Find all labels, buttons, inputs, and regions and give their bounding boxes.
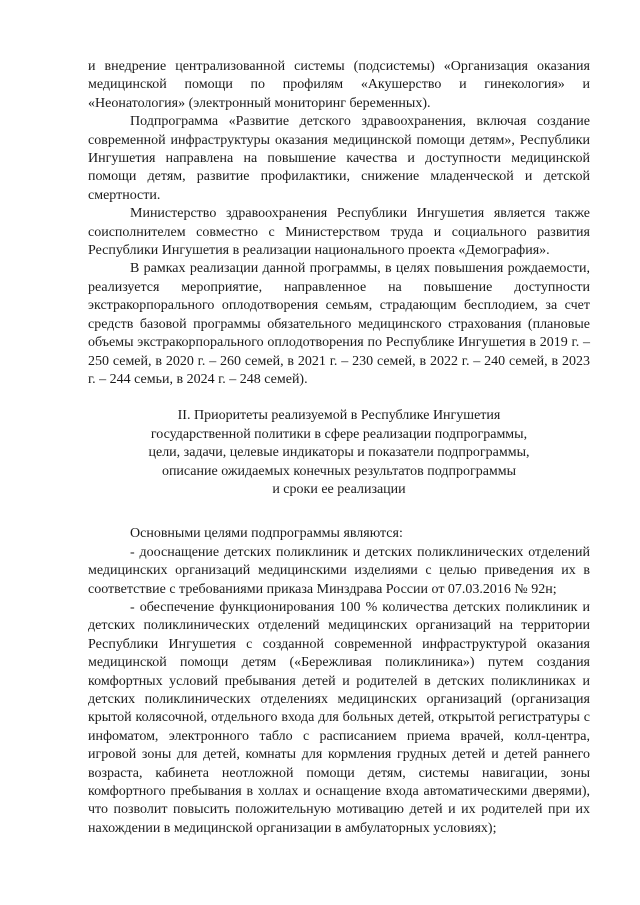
paragraph-ministry: Министерство здравоохранения Республики Ингушетия является также соисполнителем совместно с Министерством труда и социального развития Республики Ингушетия в реализации национального проекта «Демография». bbox=[88, 206, 590, 259]
heading-line: и сроки ее реализации bbox=[272, 481, 406, 497]
paragraph-subprogram: Подпрограмма «Развитие детского здравоохранения, включая создание современной инфраструктуры оказания медицинской помощи детям», Республики Ингушетия направлена на повышение качества и доступности медицинской помощи детям, развитие профилактики, снижение младенческой и детской смертности. bbox=[88, 114, 590, 203]
section-heading bbox=[88, 407, 590, 499]
heading-line: цели, задачи, целевые индикаторы и показатели подпрограммы, bbox=[148, 445, 530, 461]
spacer bbox=[88, 389, 590, 407]
spacer bbox=[88, 499, 590, 525]
goal-item: - дооснащение детских поликлиник и детских поликлинических отделений медицинских организаций медицинскими изделиями с целью приведения их в соответствие с требованиями приказа Минздрава России от 07.03.2016 № 92н; bbox=[88, 544, 590, 597]
heading-line: II. Приоритеты реализуемой в Республике Ингушетия bbox=[177, 408, 501, 424]
heading-line: государственной политики в сфере реализации подпрограммы, bbox=[150, 426, 528, 442]
goal-item: - обеспечение функционирования 100 % количества детских поликлиник и детских поликлинических отделений медицинских организаций на территории Республики Ингушетия с созданной современной инфраструктурой оказания медицинской помощи детям («Бережливая поликлиника») путем создания комфортных условий пребывания детей и родителей в детских поликлиниках и детских поликлинических отделениях медицинских организаций (организация крытой колясочной, отдельного входа для больных детей, открытой регистратуры с инфоматом, электронного табло с расписанием приема врачей, колл-центра, игровой зоны для детей, комнаты для кормления грудных детей и детей раннего возраста, кабинета неотложной помощи детям, системы навигации, зоны комфортного пребывания в холлах и оснащение входа автоматическими дверями), что позволит повысить положительную мотивацию детей и их родителей при их нахождении в медицинской организации в амбулаторных условиях); bbox=[88, 599, 590, 836]
paragraph-continuation: и внедрение централизованной системы (подсистемы) «Организация оказания медицинской помощи по профилям «Акушерство и гинекология» и «Неонатология» (электронный мониторинг беременных). bbox=[88, 59, 590, 111]
heading-line: описание ожидаемых конечных результатов подпрограммы bbox=[161, 463, 517, 479]
document-body bbox=[88, 58, 590, 838]
paragraph-eco: В рамках реализации данной программы, в целях повышения рождаемости, реализуется мероприятие, направленное на повышение доступности экстракорпорального оплодотворения семьям, страдающим бесплодием, за счет средств базовой программы обязательного медицинского страхования (плановые объемы экстракорпорального оплодотворения по Республике Ингушетия в 2019 г. – 250 семей, в 2020 г. – 260 семей, в 2021 г. – 230 семей, в 2022 г. – 240 семей, в 2023 г. – 244 семьи, в 2024 г. – 248 семей). bbox=[88, 261, 590, 387]
goals-intro: Основными целями подпрограммы являются: bbox=[130, 526, 403, 542]
